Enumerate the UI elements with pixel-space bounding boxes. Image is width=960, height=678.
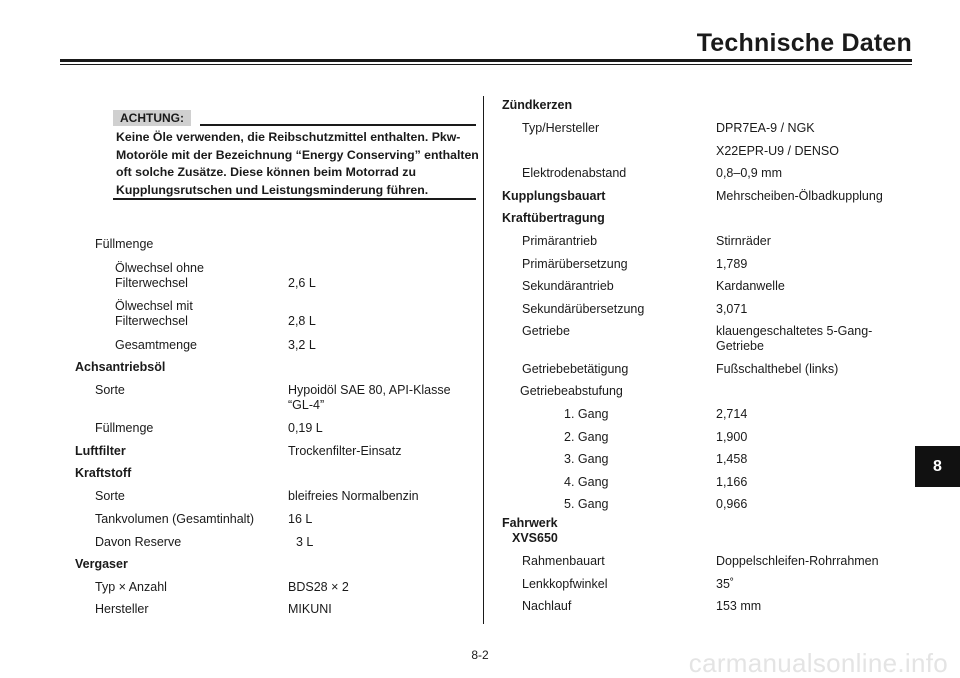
label-gang-2: 2. Gang	[564, 430, 609, 444]
label-oelwechsel-ohne-2: Filterwechsel	[115, 276, 188, 290]
label-gesamtmenge: Gesamtmenge	[115, 338, 197, 352]
value-sekundaeruebersetzung: 3,071	[716, 302, 748, 316]
value-typ-hersteller-1: DPR7EA-9 / NGK	[716, 121, 815, 135]
label-primaeruebersetzung: Primärübersetzung	[522, 257, 628, 271]
label-sekundaeruebersetzung: Sekundärübersetzung	[522, 302, 645, 316]
label-sekundaerantrieb: Sekundärantrieb	[522, 279, 614, 293]
label-gang-4: 4. Gang	[564, 475, 609, 489]
value-oelwechsel-ohne: 2,6 L	[288, 276, 316, 290]
label-hersteller: Hersteller	[95, 602, 149, 616]
value-achs-fuellmenge: 0,19 L	[288, 421, 323, 435]
heading-zuendkerzen: Zündkerzen	[502, 98, 573, 112]
value-primaerantrieb: Stirnräder	[716, 234, 771, 248]
label-oelwechsel-mit-2: Filterwechsel	[115, 314, 188, 328]
label-oelwechsel-mit-1: Ölwechsel mit	[115, 299, 193, 313]
value-elektrodenabstand: 0,8–0,9 mm	[716, 166, 783, 180]
page-number: 8-2	[471, 648, 489, 662]
heading-kraftstoff: Kraftstoff	[75, 466, 132, 480]
label-gang-3: 3. Gang	[564, 452, 609, 466]
value-tankvolumen: 16 L	[288, 512, 313, 526]
value-luftfilter: Trockenfilter-Einsatz	[288, 444, 402, 458]
value-gang-5: 0,966	[716, 497, 748, 511]
header-rule-thin	[60, 64, 912, 65]
value-lenkkopfwinkel: 35˚	[716, 577, 735, 591]
label-lenkkopfwinkel: Lenkkopfwinkel	[522, 577, 608, 591]
value-nachlauf: 153 mm	[716, 599, 762, 613]
page-title: Technische Daten	[696, 29, 912, 57]
label-reserve: Davon Reserve	[95, 535, 182, 549]
label-tankvolumen: Tankvolumen (Gesamtinhalt)	[95, 512, 255, 526]
label-getriebeabstufung: Getriebeabstufung	[520, 384, 623, 398]
watermark: carmanualsonline.info	[688, 648, 948, 678]
label-oelwechsel-ohne-1: Ölwechsel ohne	[115, 261, 204, 275]
value-typ-anzahl: BDS28 × 2	[288, 580, 349, 594]
label-getriebebetaetigung: Getriebebetätigung	[522, 362, 629, 376]
label-nachlauf: Nachlauf	[522, 599, 572, 613]
label-achs-fuellmenge: Füllmenge	[95, 421, 154, 435]
label-gang-1: 1. Gang	[564, 407, 609, 421]
value-gang-4: 1,166	[716, 475, 748, 489]
label-getriebe: Getriebe	[522, 324, 570, 338]
heading-luftfilter: Luftfilter	[75, 444, 126, 458]
header-rule-thick	[60, 59, 912, 62]
warning-rule-top	[200, 124, 476, 126]
heading-kupplungsbauart: Kupplungsbauart	[502, 189, 606, 203]
warning-label: ACHTUNG:	[113, 110, 191, 126]
heading-achsantriebsoel: Achsantriebsöl	[75, 360, 166, 374]
value-typ-hersteller-2: X22EPR-U9 / DENSO	[716, 144, 839, 158]
value-sorte-1: Hypoidöl SAE 80, API-Klasse	[288, 383, 451, 397]
value-rahmenbauart: Doppelschleifen-Rohrrahmen	[716, 554, 879, 568]
value-kupplungsbauart: Mehrscheiben-Ölbadkupplung	[716, 189, 883, 203]
label-elektrodenabstand: Elektrodenabstand	[522, 166, 627, 180]
value-gang-3: 1,458	[716, 452, 748, 466]
label-kraftstoff-sorte: Sorte	[95, 489, 125, 503]
label-fuellmenge: Füllmenge	[95, 237, 154, 251]
value-hersteller: MIKUNI	[288, 602, 332, 616]
value-getriebe-1: klauengeschaltetes 5-Gang-	[716, 324, 873, 338]
heading-xvs650: XVS650	[512, 531, 558, 545]
warning-text: Keine Öle verwenden, die Reibschutzmittel enthalten. Pkw-Motoröle mit der Bezeichnung “Energy Conserving” enthalten oft solche Zusätze. Diese können beim Motorrad zu Kupplungsrutschen und Leistungsminderung führen.	[116, 130, 479, 197]
value-sorte-2: “GL-4”	[288, 398, 325, 412]
value-kraftstoff-sorte: bleifreies Normalbenzin	[288, 489, 419, 503]
value-gang-1: 2,714	[716, 407, 748, 421]
label-gang-5: 5. Gang	[564, 497, 609, 511]
label-sorte: Sorte	[95, 383, 125, 397]
value-gang-2: 1,900	[716, 430, 748, 444]
value-getriebe-2: Getriebe	[716, 339, 764, 353]
label-typ-hersteller: Typ/Hersteller	[522, 121, 600, 135]
label-primaerantrieb: Primärantrieb	[522, 234, 598, 248]
value-gesamtmenge: 3,2 L	[288, 338, 316, 352]
value-sekundaerantrieb: Kardanwelle	[716, 279, 785, 293]
value-reserve: 3 L	[296, 535, 314, 549]
heading-vergaser: Vergaser	[75, 557, 128, 571]
label-typ-anzahl: Typ × Anzahl	[95, 580, 167, 594]
label-rahmenbauart: Rahmenbauart	[522, 554, 605, 568]
value-primaeruebersetzung: 1,789	[716, 257, 748, 271]
heading-fahrwerk: Fahrwerk	[502, 516, 558, 530]
warning-rule-bottom	[113, 198, 476, 200]
column-divider	[483, 96, 484, 624]
heading-kraftuebertragung: Kraftübertragung	[502, 211, 605, 225]
chapter-tab: 8	[915, 446, 960, 487]
value-oelwechsel-mit: 2,8 L	[288, 314, 316, 328]
value-getriebebetaetigung: Fußschalthebel (links)	[716, 362, 839, 376]
